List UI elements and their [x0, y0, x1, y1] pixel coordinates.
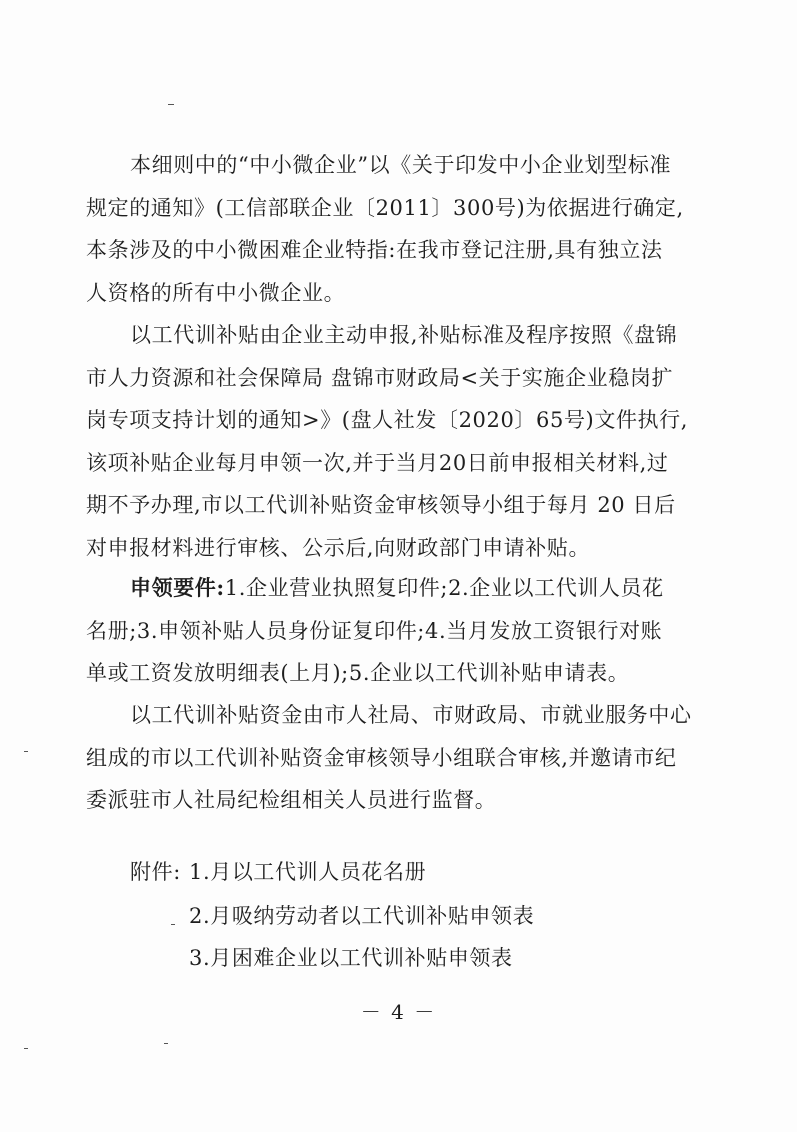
text-line: [86, 567, 698, 610]
text-line: 名册;3.申领补贴人员身份证复印件;4.当月发放工资银行对账: [86, 618, 663, 643]
attachment-item: 1.月以工代训人员花名册: [189, 860, 427, 884]
paragraph-subsidy-procedure: [86, 314, 698, 569]
scan-speck: [24, 1048, 28, 1049]
text-line: 以工代训补贴由企业主动申报,补贴标准及程序按照《盘锦: [130, 323, 678, 347]
text-line: 岗专项支持计划的通知>》(盘人社发〔2020〕65号)文件执行,: [86, 408, 689, 432]
text-line: 本条涉及的中小微困难企业特指:在我市登记注册,具有独立法: [86, 238, 663, 262]
text-line: 人资格的所有中小微企业。: [86, 280, 346, 305]
text-line: 组成的市以工代训补贴资金审核领导小组联合审核,并邀请市纪: [86, 745, 677, 770]
page-number: － 4 －: [360, 1000, 437, 1024]
text-line: 市人力资源和社会保障局 盘锦市财政局<关于实施企业稳岗扩: [86, 365, 674, 390]
scan-speck: [168, 104, 174, 105]
text-line: 期不予办理,市以工代训补贴资金审核领导小组于每月 20 日后: [86, 493, 676, 517]
required-documents-label: 申领要件:: [130, 575, 225, 600]
text-line: 该项补贴企业每月申领一次,并于当月20日前申报相关材料,过: [86, 450, 669, 475]
text-line: 本细则中的“中小微企业”以《关于印发中小企业划型标准: [130, 153, 672, 177]
scan-speck: [171, 924, 175, 925]
text-line: 规定的通知》(工信部联企业〔2011〕300号)为依据进行确定,: [86, 195, 684, 220]
required-documents-text: 1.企业营业执照复印件;2.企业以工代训人员花: [224, 576, 664, 600]
attachments-label: 附件:: [130, 860, 181, 884]
scan-speck: [164, 1043, 168, 1044]
text-line: 对申报材料进行审核、公示后,向财政部门申请补贴。: [86, 535, 591, 560]
text-line: 单或工资发放明细表(上月);5.企业以工代训补贴申请表。: [86, 661, 630, 685]
paragraph-required-documents: [86, 567, 698, 695]
paragraph-enterprise-definition: [86, 144, 698, 314]
scan-speck: [24, 751, 28, 752]
text-line: 委派驻市人社局纪检组相关人员进行监督。: [86, 788, 497, 812]
attachment-item: 3.月困难企业以工代训补贴申领表: [189, 946, 513, 970]
paragraph-review-supervision: [86, 694, 698, 822]
attachment-item: 2.月吸纳劳动者以工代训补贴申领表: [189, 904, 535, 928]
text-line: 以工代训补贴资金由市人社局、市财政局、市就业服务中心: [130, 703, 692, 727]
